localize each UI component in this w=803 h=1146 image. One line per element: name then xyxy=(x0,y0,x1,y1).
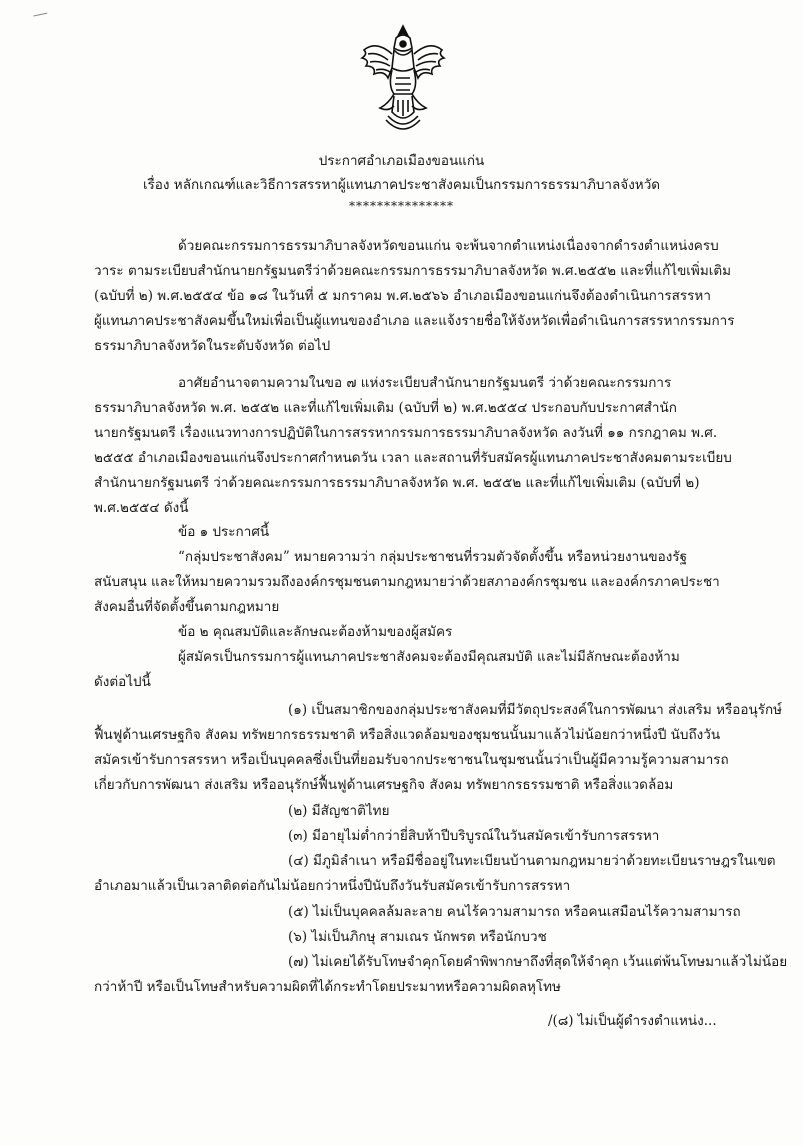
clause2-item1: ฟื้นฟูด้านเศรษฐกิจ สังคม ทรัพยากรธรรมชาติ หรือสิ่งแวดล้อมของชุมชนนั้นมาแล้วไม่น้อยกว่าหนึ่งปี นับถึงวัน xyxy=(94,727,721,743)
paragraph1-line: ธรรมาภิบาลจังหวัดในระดับจังหวัด ต่อไป xyxy=(94,338,331,354)
clause2-intro: ดังต่อไปนี้ xyxy=(94,674,151,690)
clause2-item7: (๗) ไม่เคยได้รับโทษจำคุกโดยคำพิพากษาถึงที่สุดให้จำคุก เว้นแต่พ้นโทษมาแล้วไม่น้อย xyxy=(288,954,788,970)
title-separator: *************** xyxy=(349,199,454,213)
clause2-item1: เกี่ยวกับการพัฒนา ส่งเสริม หรืออนุรักษ์ฟื้นฟูด้านเศรษฐกิจ สังคม ทรัพยากรธรรมชาติ หรือสิ่งแวดล้อม xyxy=(94,777,674,793)
document-subject: เรื่อง หลักเกณฑ์และวิธีการสรรหาผู้แทนภาคประชาสังคมเป็นกรรมการธรรมาภิบาลจังหวัด xyxy=(142,177,661,193)
paragraph2-line: อาศัยอำนาจตามความในขอ ๗ แห่งระเบียบสำนักนายกรัฐมนตรี ว่าด้วยคณะกรรมการ xyxy=(178,375,672,391)
clause2-item7: กว่าห้าปี หรือเป็นโทษสำหรับความผิดที่ได้กระทำโดยประมาทหรือความผิดลหุโทษ xyxy=(94,979,561,995)
clause2-item1: สมัครเข้ารับการสรรหา หรือเป็นบุคคลซึ่งเป็นที่ยอมรับจากประชาชนในชุมชนนั้นว่าเป็นผู้มีความรู้ความสามารถ xyxy=(94,752,729,768)
garuda-emblem-icon xyxy=(358,20,448,138)
continuation-note: /(๘) ไม่เป็นผู้ดำรงตำแหน่ง... xyxy=(548,1013,717,1029)
paragraph1-line: (ฉบับที่ ๒) พ.ศ.๒๕๕๔ ข้อ ๑๘ ในวันที่ ๕ มกราคม พ.ศ.๒๕๖๖ อำเภอเมืองขอนแก่นจึงต้องดำเนินการสรรหา xyxy=(94,288,711,304)
clause2-item4: (๔) มีภูมิลำเนา หรือมีชื่ออยู่ในทะเบียนบ้านตามกฎหมายว่าด้วยทะเบียนราษฎรในเขต xyxy=(288,853,776,869)
paragraph2-line: ธรรมาภิบาลจังหวัด พ.ศ. ๒๕๕๒ และที่แก้ไขเพิ่มเติม (ฉบับที่ ๒) พ.ศ.๒๕๕๔ ประกอบกับประกาศสำนัก xyxy=(94,400,677,416)
clause2-heading: ข้อ ๒ คุณสมบัติและลักษณะต้องห้ามของผู้สมัคร xyxy=(178,624,453,640)
scan-mark xyxy=(33,13,48,23)
paragraph2-line: พ.ศ.๒๕๕๔ ดังนี้ xyxy=(94,500,189,516)
paragraph1-line: วาระ ตามระเบียบสำนักนายกรัฐมนตรีว่าด้วยคณะกรรมการธรรมาภิบาลจังหวัด พ.ศ.๒๕๕๒ และที่แก้ไขเพิ่มเติม xyxy=(94,263,731,279)
clause2-item5: (๕) ไม่เป็นบุคคลล้มละลาย คนไร้ความสามารถ หรือคนเสมือนไร้ความสามารถ xyxy=(288,904,741,920)
clause1-line: สังคมอื่นที่จัดตั้งขึ้นตามกฎหมาย xyxy=(94,599,280,615)
paragraph2-line: นายกรัฐมนตรี เรื่องแนวทางการปฏิบัติในการสรรหากรรมการธรรมาภิบาลจังหวัด ลงวันที่ ๑๑ กรกฎาคม พ.ศ. xyxy=(94,425,718,441)
clause2-intro: ผู้สมัครเป็นกรรมการผู้แทนภาคประชาสังคมจะต้องมีคุณสมบัติ และไม่มีลักษณะต้องห้าม xyxy=(178,649,680,665)
paragraph2-line: ๒๕๕๕ อำเภอเมืองขอนแก่นจึงประกาศกำหนดวัน เวลา และสถานที่รับสมัครผู้แทนภาคประชาสังคมตามระเบียบ xyxy=(94,450,732,466)
paragraph1-line: ด้วยคณะกรรมการธรรมาภิบาลจังหวัดขอนแก่น จะพ้นจากตำแหน่งเนื่องจากดำรงตำแหน่งครบ xyxy=(178,238,719,254)
clause2-item6: (๖) ไม่เป็นภิกษุ สามเณร นักพรต หรือนักบวช xyxy=(288,929,547,945)
clause2-item4: อำเภอมาแล้วเป็นเวลาติดต่อกันไม่น้อยกว่าหนึ่งปีนับถึงวันรับสมัครเข้ารับการสรรหา xyxy=(94,878,571,894)
clause2-item3: (๓) มีอายุไม่ต่ำกว่ายี่สิบห้าปีบริบูรณ์ในวันสมัครเข้ารับการสรรหา xyxy=(288,828,660,844)
paragraph2-line: สำนักนายกรัฐมนตรี ว่าด้วยคณะกรรมการธรรมาภิบาลจังหวัด พ.ศ. ๒๕๕๒ และที่แก้ไขเพิ่มเติม (ฉบับที่ ๒) xyxy=(94,475,700,491)
clause2-item1: (๑) เป็นสมาชิกของกลุ่มประชาสังคมที่มีวัตถุประสงค์ในการพัฒนา ส่งเสริม หรืออนุรักษ์ xyxy=(288,702,783,718)
clause2-item2: (๒) มีสัญชาติไทย xyxy=(288,803,390,819)
clause1-line: “กลุ่มประชาสังคม” หมายความว่า กลุ่มประชาชนที่รวมตัวจัดตั้งขึ้น หรือหน่วยงานของรัฐ xyxy=(178,549,688,565)
page-title: ประกาศอำเภอเมืองขอนแก่น xyxy=(318,153,485,169)
paragraph1-line: ผู้แทนภาคประชาสังคมขึ้นใหม่เพื่อเป็นผู้แทนของอำเภอ และแจ้งรายชื่อให้จังหวัดเพื่อดำเนินการสรรหากรรมการ xyxy=(94,313,735,329)
clause1-heading: ข้อ ๑ ประกาศนี้ xyxy=(178,524,270,540)
clause1-line: สนับสนุน และให้หมายความรวมถึงองค์กรชุมชนตามกฎหมายว่าด้วยสภาองค์กรชุมชน และองค์กรภาคประชา xyxy=(94,574,720,590)
